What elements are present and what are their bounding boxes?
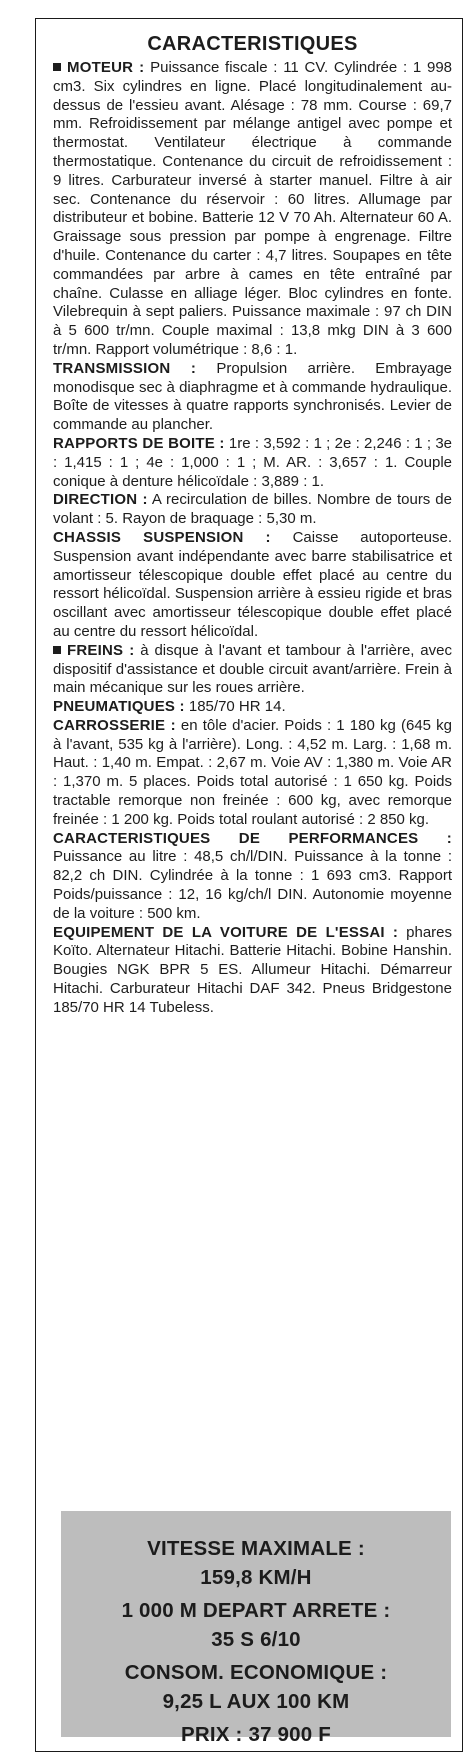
section-text: 185/70 HR 14.: [188, 698, 286, 716]
standing-start-label: 1 000 M DEPART ARRETE :: [121, 1599, 391, 1622]
section-text: A recirculation de billes. Nombre de tours de volant : 5. Rayon de braquage : 5,30 m.: [53, 491, 452, 528]
section-text: à disque à l'avant et tambour à l'arrière, avec dispositif d'assistance et double circuit avant/arrière. Frein à main mécanique sur les roues arrière.: [53, 641, 452, 697]
section-performances: [53, 830, 452, 924]
max-speed-group: [61, 1535, 451, 1592]
section-heading: TRANSMISSION :: [53, 359, 197, 377]
section-heading: DIRECTION :: [53, 491, 148, 509]
section-heading: MOTEUR :: [67, 59, 145, 76]
standing-start-group: [61, 1597, 451, 1654]
max-speed-label: VITESSE MAXIMALE :: [147, 1537, 365, 1560]
section-heading: FREINS :: [67, 641, 135, 659]
section-moteur: [53, 59, 452, 360]
section-equipement: [53, 924, 452, 1018]
section-text: Propulsion arrière. Embrayage monodisque sec à diaphragme et à commande hydraulique. Boîte de vitesses à quatre rapports synchronisés. Levier de commande au plancher.: [53, 359, 453, 434]
square-bullet-icon: [53, 646, 61, 654]
section-text: Puissance au litre : 48,5 ch/l/DIN. Puissance à la tonne : 82,2 ch DIN. Cylindrée à la tonne : 1 693 cm3. Rapport Poids/puissance : 12, 16 kg/ch/l DIN. Autonomie moyenne de la voiture : 500 km.: [53, 848, 452, 922]
section-chassis-suspension: [53, 529, 452, 642]
standing-start-value: 35 S 6/10: [211, 1627, 301, 1651]
section-heading: CHASSIS SUSPENSION :: [53, 528, 271, 546]
section-carrosserie: [53, 717, 452, 830]
section-heading: EQUIPEMENT DE LA VOITURE DE L'ESSAI :: [53, 923, 399, 941]
performance-summary-box: [61, 1511, 451, 1746]
section-text: 1re : 3,592 : 1 ; 2e : 2,246 : 1 ; 3e : 1,415 : 1 ; 4e : 1,000 : 1 ; M. AR. : 3,657 : 1. Couple conique à denture hélicoïdale : 3,889 : 1.: [53, 434, 453, 490]
max-speed-value: 159,8 KM/H: [200, 1565, 312, 1589]
section-pneumatiques: [53, 698, 452, 717]
page-title: CARACTERISTIQUES: [147, 33, 358, 55]
section-freins: [53, 642, 452, 698]
consumption-value: 9,25 L AUX 100 KM: [162, 1689, 350, 1713]
section-text: Puissance fiscale : 11 CV. Cylindrée : 1 998 cm3. Six cylindres en ligne. Placé longitudinalement au-dessus de l'essieu avant. Alésage : 78 mm. Course : 69,7 mm. Refroidissement par mélange antigel avec pompe et thermostat. Ventilateur électrique à commande thermostatique. Contenance du circuit de refroidissement : 9 litres. Carburateur inversé à starter manuel. Filtre à air sec. Contenance du réservoir : 60 litres. Allumage par distributeur et bobine. Batterie 12 V 70 Ah. Alternateur 60 A. Graissage sous pression par pompe à engrenage. Filtre d'huile. Contenance du carter : 4,7 litres. Soupapes en tête commandées par arbre à cames en tête entraîné par chaîne. Culasse en alliage léger. Bloc cylindres en fonte. Vilebrequin à sept paliers. Puissance maximale : 97 ch DIN à 5 600 tr/mn. Couple maximal : 13,8 mkg DIN à 3 600 tr/mn. Rapport volumétrique : 8,6 : 1.: [53, 59, 452, 358]
section-text: en tôle d'acier. Poids : 1 180 kg (645 kg à l'avant, 535 kg à l'arrière). Long. : 4,52 m. Larg. : 1,68 m. Haut. : 1,40 m. Empat. : 2,67 m. Voie AV : 1,380 m. Voie AR : 1,370 m. 5 places. Poids total autorisé : 1 650 kg. Poids tractable remorque non freinée : 600 kg, avec remorque freinée : 1 200 kg. Poids total roulant autorisé : 2 850 kg.: [53, 716, 452, 828]
section-heading: RAPPORTS DE BOITE :: [53, 434, 225, 452]
section-direction: [53, 491, 452, 529]
consumption-label: CONSOM. ECONOMIQUE :: [124, 1661, 388, 1684]
section-heading: CARROSSERIE :: [53, 716, 176, 734]
spec-sheet-frame: [35, 18, 463, 1752]
section-transmission: [53, 360, 452, 435]
price-line: PRIX : 37 900 F: [181, 1723, 331, 1746]
section-heading: CARACTERISTIQUES DE PERFORMANCES :: [53, 829, 452, 847]
section-rapports-de-boite: [53, 435, 452, 491]
section-text: Caisse autoporteuse. Suspension avant indépendante avec barre stabilisatrice et amortisseur télescopique double effet placé au centre du ressort hélicoïdal. Suspension arrière à essieu rigide et bras oscillant avec amortisseur télescopique double effet placé au centre du ressort hélicoïdal.: [53, 528, 452, 640]
spec-sheet-content: [36, 19, 462, 1018]
square-bullet-icon: [53, 63, 61, 71]
section-heading: PNEUMATIQUES :: [53, 698, 185, 716]
consumption-group: [61, 1659, 451, 1716]
section-text: phares Koïto. Alternateur Hitachi. Batterie Hitachi. Bobine Hanshin. Bougies NGK BPR 5 ES. Allumeur Hitachi. Démarreur Hitachi. Carburateur Hitachi DAF 342. Pneus Bridgestone 185/70 HR 14 Tubeless.: [53, 923, 453, 1016]
